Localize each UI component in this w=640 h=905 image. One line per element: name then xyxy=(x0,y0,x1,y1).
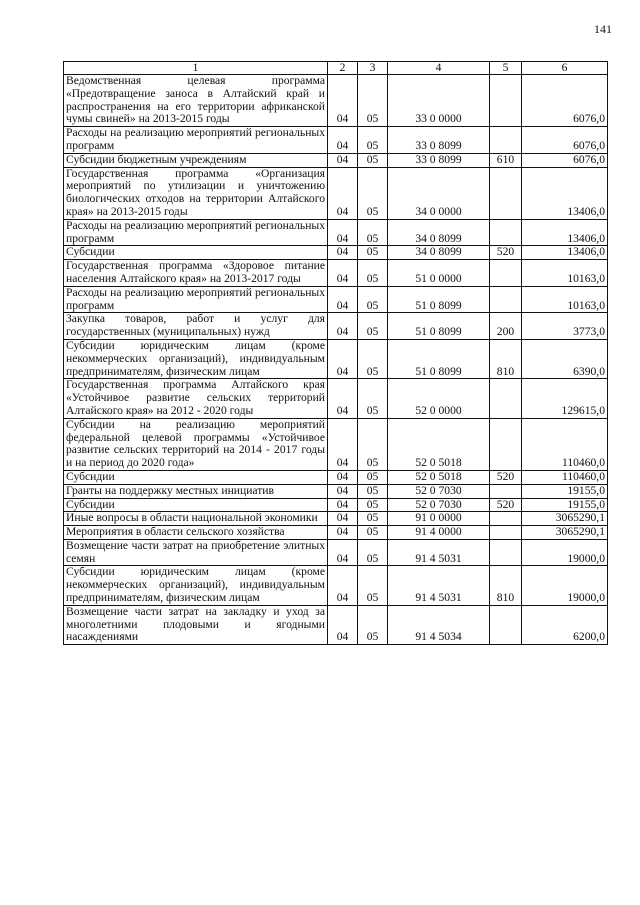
row-section-cell: 04 xyxy=(328,418,358,470)
row-name-cell: Субсидии юридическим лицам (кроме некоммерческих организаций), индивидуальным предпринимателям, физическим лицам xyxy=(64,566,328,605)
row-section-cell: 04 xyxy=(328,539,358,566)
column-header-4: 4 xyxy=(388,62,490,75)
row-amount-cell: 110460,0 xyxy=(522,470,608,484)
row-expense-type-cell xyxy=(490,418,522,470)
table-row xyxy=(64,286,608,313)
row-name-cell: Возмещение части затрат на закладку и уход за многолетними плодовыми и ягодными насаждениями xyxy=(64,605,328,644)
table-row xyxy=(64,219,608,246)
row-amount-cell: 10163,0 xyxy=(522,260,608,287)
row-name-cell: Субсидии xyxy=(64,246,328,260)
row-section-cell: 04 xyxy=(328,219,358,246)
row-name-cell: Субсидии xyxy=(64,498,328,512)
column-header-1: 1 xyxy=(64,62,328,75)
row-target-article-cell: 51 0 8099 xyxy=(388,313,490,340)
row-section-cell: 04 xyxy=(328,498,358,512)
row-section-cell: 04 xyxy=(328,127,358,154)
row-subsection-cell: 05 xyxy=(358,418,388,470)
row-name-cell: Субсидии бюджетным учреждениям xyxy=(64,153,328,167)
row-section-cell: 04 xyxy=(328,286,358,313)
row-expense-type-cell: 610 xyxy=(490,153,522,167)
row-expense-type-cell xyxy=(490,605,522,644)
row-name-cell: Расходы на реализацию мероприятий региональных программ xyxy=(64,286,328,313)
table-row xyxy=(64,167,608,219)
row-target-article-cell: 52 0 5018 xyxy=(388,470,490,484)
row-section-cell: 04 xyxy=(328,566,358,605)
row-section-cell: 04 xyxy=(328,512,358,526)
row-target-article-cell: 33 0 0000 xyxy=(388,75,490,127)
row-name-cell: Мероприятия в области сельского хозяйства xyxy=(64,526,328,540)
column-header-2: 2 xyxy=(328,62,358,75)
row-target-article-cell: 52 0 5018 xyxy=(388,418,490,470)
row-expense-type-cell xyxy=(490,286,522,313)
row-target-article-cell: 91 4 5034 xyxy=(388,605,490,644)
row-amount-cell: 6390,0 xyxy=(522,339,608,378)
row-subsection-cell: 05 xyxy=(358,246,388,260)
row-name-cell: Иные вопросы в области национальной экономики xyxy=(64,512,328,526)
row-expense-type-cell xyxy=(490,512,522,526)
row-expense-type-cell xyxy=(490,379,522,418)
row-name-cell: Государственная программа Алтайского края «Устойчивое развитие сельских территорий Алтайского края» на 2012 - 2020 годы xyxy=(64,379,328,418)
row-subsection-cell: 05 xyxy=(358,605,388,644)
row-target-article-cell: 91 0 0000 xyxy=(388,512,490,526)
row-subsection-cell: 05 xyxy=(358,313,388,340)
row-amount-cell: 6076,0 xyxy=(522,127,608,154)
table-row xyxy=(64,498,608,512)
table-body xyxy=(64,75,608,645)
row-subsection-cell: 05 xyxy=(358,512,388,526)
row-expense-type-cell: 520 xyxy=(490,470,522,484)
row-subsection-cell: 05 xyxy=(358,526,388,540)
row-subsection-cell: 05 xyxy=(358,498,388,512)
row-amount-cell: 3773,0 xyxy=(522,313,608,340)
row-amount-cell: 19155,0 xyxy=(522,498,608,512)
row-name-cell: Закупка товаров, работ и услуг для государственных (муниципальных) нужд xyxy=(64,313,328,340)
row-subsection-cell: 05 xyxy=(358,484,388,498)
row-expense-type-cell xyxy=(490,260,522,287)
row-section-cell: 04 xyxy=(328,605,358,644)
table-row xyxy=(64,339,608,378)
row-target-article-cell: 51 0 8099 xyxy=(388,339,490,378)
row-subsection-cell: 05 xyxy=(358,219,388,246)
row-amount-cell: 13406,0 xyxy=(522,219,608,246)
row-subsection-cell: 05 xyxy=(358,286,388,313)
row-target-article-cell: 91 4 5031 xyxy=(388,539,490,566)
row-section-cell: 04 xyxy=(328,153,358,167)
table-row xyxy=(64,379,608,418)
row-subsection-cell: 05 xyxy=(358,167,388,219)
row-name-cell: Субсидии на реализацию мероприятий федеральной целевой программы «Устойчивое развитие сельских территорий на 2014 - 2017 годы и на период до 2020 года» xyxy=(64,418,328,470)
table-header-row xyxy=(64,62,608,75)
row-subsection-cell: 05 xyxy=(358,470,388,484)
row-target-article-cell: 51 0 8099 xyxy=(388,286,490,313)
table-row xyxy=(64,75,608,127)
table-row xyxy=(64,484,608,498)
table-row xyxy=(64,512,608,526)
table-row xyxy=(64,418,608,470)
row-amount-cell: 13406,0 xyxy=(522,246,608,260)
column-header-6: 6 xyxy=(522,62,608,75)
table-row xyxy=(64,605,608,644)
row-section-cell: 04 xyxy=(328,339,358,378)
row-section-cell: 04 xyxy=(328,484,358,498)
row-name-cell: Субсидии юридическим лицам (кроме некоммерческих организаций), индивидуальным предпринимателям, физическим лицам xyxy=(64,339,328,378)
row-subsection-cell: 05 xyxy=(358,566,388,605)
row-section-cell: 04 xyxy=(328,167,358,219)
table-row xyxy=(64,153,608,167)
row-section-cell: 04 xyxy=(328,526,358,540)
row-name-cell: Государственная программа «Организация мероприятий по утилизации и уничтожению биологических отходов на территории Алтайского края» на 2013-2015 годы xyxy=(64,167,328,219)
row-section-cell: 04 xyxy=(328,260,358,287)
row-target-article-cell: 51 0 0000 xyxy=(388,260,490,287)
row-target-article-cell: 52 0 7030 xyxy=(388,484,490,498)
row-amount-cell: 129615,0 xyxy=(522,379,608,418)
table-row xyxy=(64,313,608,340)
row-target-article-cell: 33 0 8099 xyxy=(388,127,490,154)
row-expense-type-cell xyxy=(490,526,522,540)
row-amount-cell: 19000,0 xyxy=(522,539,608,566)
row-target-article-cell: 52 0 0000 xyxy=(388,379,490,418)
row-name-cell: Возмещение части затрат на приобретение элитных семян xyxy=(64,539,328,566)
row-expense-type-cell: 200 xyxy=(490,313,522,340)
row-name-cell: Субсидии xyxy=(64,470,328,484)
table-row xyxy=(64,127,608,154)
row-target-article-cell: 91 4 0000 xyxy=(388,526,490,540)
row-section-cell: 04 xyxy=(328,470,358,484)
row-expense-type-cell: 810 xyxy=(490,566,522,605)
row-name-cell: Расходы на реализацию мероприятий региональных программ xyxy=(64,127,328,154)
row-section-cell: 04 xyxy=(328,379,358,418)
row-subsection-cell: 05 xyxy=(358,75,388,127)
row-amount-cell: 6076,0 xyxy=(522,75,608,127)
row-expense-type-cell xyxy=(490,539,522,566)
column-header-5: 5 xyxy=(490,62,522,75)
row-expense-type-cell: 810 xyxy=(490,339,522,378)
row-amount-cell: 19155,0 xyxy=(522,484,608,498)
row-expense-type-cell xyxy=(490,219,522,246)
row-target-article-cell: 52 0 7030 xyxy=(388,498,490,512)
row-amount-cell: 110460,0 xyxy=(522,418,608,470)
table-row xyxy=(64,470,608,484)
row-subsection-cell: 05 xyxy=(358,127,388,154)
row-target-article-cell: 34 0 8099 xyxy=(388,246,490,260)
row-target-article-cell: 34 0 8099 xyxy=(388,219,490,246)
table-row xyxy=(64,566,608,605)
row-section-cell: 04 xyxy=(328,313,358,340)
row-target-article-cell: 33 0 8099 xyxy=(388,153,490,167)
row-subsection-cell: 05 xyxy=(358,539,388,566)
row-name-cell: Гранты на поддержку местных инициатив xyxy=(64,484,328,498)
table-row xyxy=(64,526,608,540)
row-expense-type-cell: 520 xyxy=(490,498,522,512)
row-expense-type-cell xyxy=(490,484,522,498)
table-row xyxy=(64,539,608,566)
row-subsection-cell: 05 xyxy=(358,379,388,418)
row-target-article-cell: 91 4 5031 xyxy=(388,566,490,605)
row-subsection-cell: 05 xyxy=(358,260,388,287)
row-name-cell: Государственная программа «Здоровое питание населения Алтайского края» на 2013-2017 годы xyxy=(64,260,328,287)
table-row xyxy=(64,260,608,287)
page-number: 141 xyxy=(594,22,612,36)
row-amount-cell: 3065290,1 xyxy=(522,526,608,540)
row-section-cell: 04 xyxy=(328,246,358,260)
row-expense-type-cell xyxy=(490,167,522,219)
row-expense-type-cell xyxy=(490,75,522,127)
row-subsection-cell: 05 xyxy=(358,153,388,167)
row-amount-cell: 13406,0 xyxy=(522,167,608,219)
row-amount-cell: 6200,0 xyxy=(522,605,608,644)
row-target-article-cell: 34 0 0000 xyxy=(388,167,490,219)
row-amount-cell: 10163,0 xyxy=(522,286,608,313)
row-name-cell: Расходы на реализацию мероприятий региональных программ xyxy=(64,219,328,246)
table-row xyxy=(64,246,608,260)
row-section-cell: 04 xyxy=(328,75,358,127)
row-expense-type-cell xyxy=(490,127,522,154)
row-amount-cell: 19000,0 xyxy=(522,566,608,605)
row-amount-cell: 6076,0 xyxy=(522,153,608,167)
row-amount-cell: 3065290,1 xyxy=(522,512,608,526)
column-header-3: 3 xyxy=(358,62,388,75)
budget-table xyxy=(63,61,608,645)
row-expense-type-cell: 520 xyxy=(490,246,522,260)
row-subsection-cell: 05 xyxy=(358,339,388,378)
row-name-cell: Ведомственная целевая программа «Предотвращение заноса в Алтайский край и распространения на его территории африканской чумы свиней» на 2013-2015 годы xyxy=(64,75,328,127)
